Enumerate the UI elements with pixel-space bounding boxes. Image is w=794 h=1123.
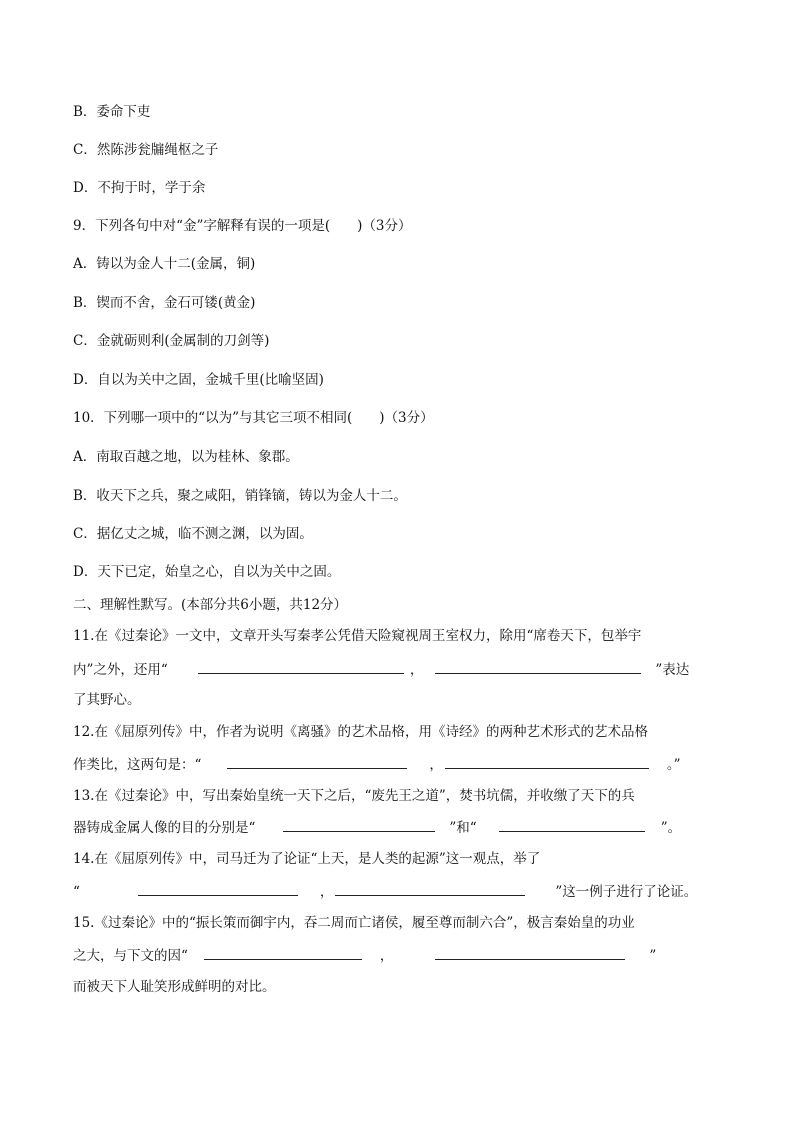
q15-line2-tail: ” bbox=[649, 948, 657, 964]
q14-line2-tail: ”这一例子进行了论证。 bbox=[555, 884, 698, 900]
q11-comma: ， bbox=[409, 662, 424, 678]
q14-line1: 14.在《屈原列传》中，司马迁为了论证“上天，是人类的起源”这一观点，举了 bbox=[73, 851, 541, 867]
q15-line3: 而被天下人耻笑形成鲜明的对比。 bbox=[73, 979, 276, 995]
q13-blank-1[interactable] bbox=[283, 817, 435, 832]
q10-option-c: C．据亿丈之城，临不测之渊，以为固。 bbox=[73, 526, 313, 542]
q9-option-c: C．金就砺则利(金属制的刀剑等) bbox=[73, 333, 270, 349]
q8-option-b: B．委命下吏 bbox=[73, 104, 151, 120]
q12-comma: ， bbox=[429, 757, 443, 773]
q15-line2-lead: 之大，与下文的因“ bbox=[73, 948, 188, 964]
q12-blank-1[interactable] bbox=[227, 754, 407, 769]
q15-blank-2[interactable] bbox=[435, 945, 625, 960]
q14-blank-2[interactable] bbox=[335, 881, 525, 896]
q13-line2 bbox=[73, 817, 681, 838]
q13-line1: 13.在《过秦论》中，写出秦始皇统一天下之后，“废先王之道”，焚书坑儒，并收缴了天下的兵 bbox=[73, 788, 635, 804]
q12-line2-tail: 。” bbox=[666, 757, 681, 773]
q13-and: ”和“ bbox=[449, 820, 477, 836]
q15-blank-1[interactable] bbox=[204, 945, 362, 960]
q10-option-b: B．收天下之兵，聚之咸阳，销锋镝，铸以为金人十二。 bbox=[73, 488, 407, 504]
q14-comma: ， bbox=[319, 884, 334, 900]
q14-line2 bbox=[73, 881, 697, 902]
q11-line3: 了其野心。 bbox=[73, 692, 141, 708]
q11-line2 bbox=[73, 659, 689, 680]
q9-option-a: A．铸以为金人十二(金属，铜) bbox=[73, 256, 256, 272]
q14-line2-lead: “ bbox=[73, 884, 80, 900]
q13-line2-lead: 器铸成金属人像的目的分别是“ bbox=[73, 820, 256, 836]
q15-comma: ， bbox=[379, 948, 394, 964]
q11-blank-1[interactable] bbox=[198, 659, 404, 674]
q11-line2-tail: ”表达 bbox=[655, 662, 690, 678]
q12-blank-2[interactable] bbox=[445, 754, 649, 769]
q11-blank-2[interactable] bbox=[435, 659, 641, 674]
q9-option-b: B．锲而不舍，金石可镂(黄金) bbox=[73, 295, 256, 311]
q13-blank-2[interactable] bbox=[499, 817, 645, 832]
q12-line2 bbox=[73, 754, 681, 775]
q13-line2-tail: ”。 bbox=[660, 820, 682, 836]
q8-option-c: C．然陈涉瓮牖绳枢之子 bbox=[73, 142, 219, 158]
q11-line1: 11.在《过秦论》一文中，文章开头写秦孝公凭借天险窥视周王室权力，除用“席卷天下，包举宇 bbox=[73, 628, 642, 644]
q15-line1: 15.《过秦论》中的“振长策而御宇内，吞二周而亡诸侯，履至尊而制六合”，极言秦始皇的功业 bbox=[73, 915, 635, 931]
q10-option-d: D．天下已定，始皇之心，自以为关中之固。 bbox=[73, 564, 341, 580]
q9-option-d: D．自以为关中之固，金城千里(比喻坚固) bbox=[73, 372, 324, 388]
q8-option-d: D．不拘于时，学于余 bbox=[73, 180, 206, 196]
q12-line2-lead: 作类比，这两句是：“ bbox=[73, 757, 202, 773]
section2-heading: 二、理解性默写。(本部分共6小题，共12分） bbox=[73, 597, 348, 613]
q12-line1: 12.在《屈原列传》中，作者为说明《离骚》的艺术品格，用《诗经》的两种艺术形式的艺术品格 bbox=[73, 724, 648, 740]
q9-stem: 9．下列各句中对“金”字解释有误的一项是( )（3分） bbox=[73, 218, 412, 234]
q15-line2 bbox=[73, 945, 656, 966]
q10-stem: 10．下列哪一项中的“以为”与其它三项不相同( )（3分） bbox=[73, 410, 434, 426]
q11-line2-lead: 内”之外，还用“ bbox=[73, 662, 168, 678]
q10-option-a: A．南取百越之地，以为桂林、象郡。 bbox=[73, 449, 299, 465]
q14-blank-1[interactable] bbox=[138, 881, 298, 896]
